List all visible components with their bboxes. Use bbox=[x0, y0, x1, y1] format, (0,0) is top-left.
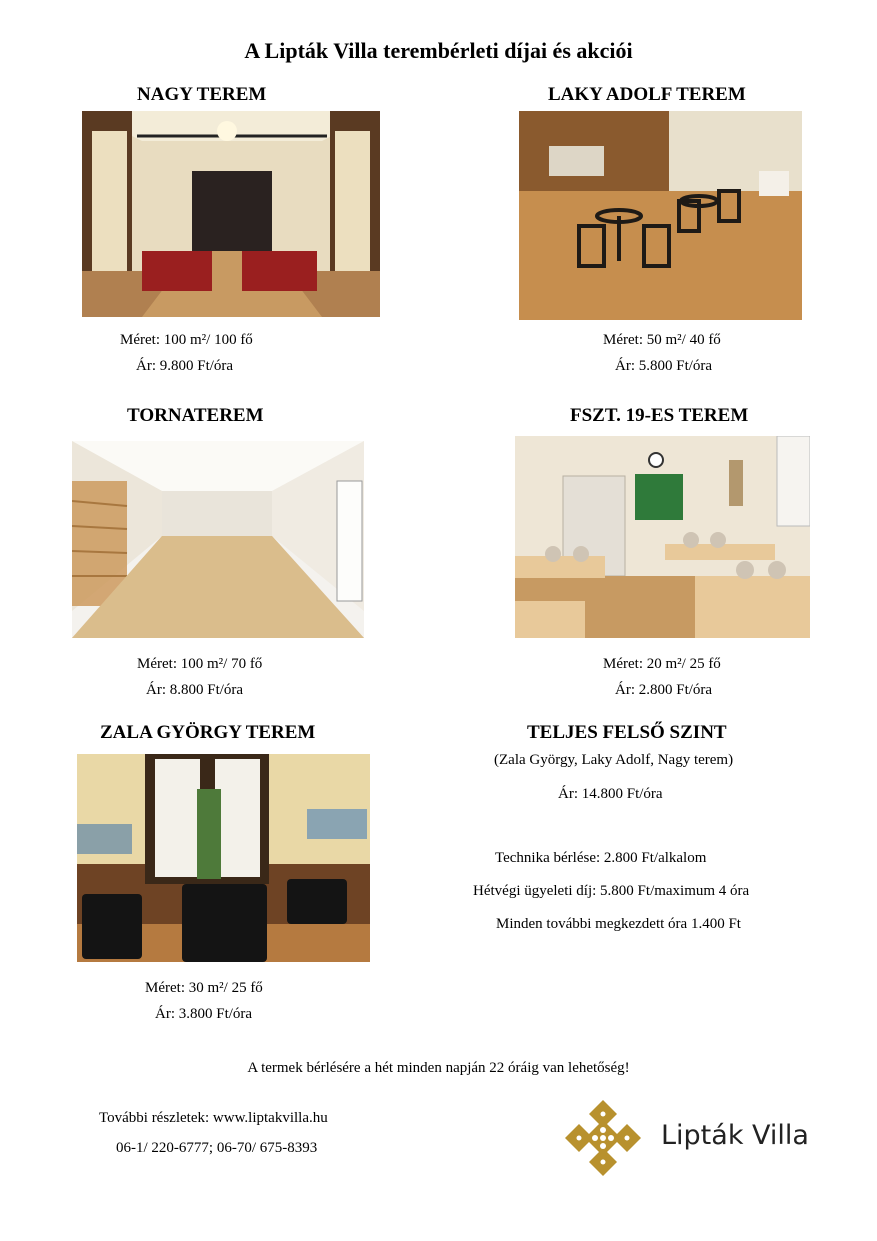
price-tornaterem: Ár: 8.800 Ft/óra bbox=[146, 682, 244, 698]
extra-technika: Technika bérlése: 2.800 Ft/alkalom bbox=[495, 850, 707, 866]
page-title: A Lipták Villa terembérleti díjai és akciói bbox=[244, 38, 633, 63]
room-title-zala-gyorgy-terem: ZALA GYÖRGY TEREM bbox=[100, 722, 316, 743]
room-title-teljes-felso-szint: TELJES FELSŐ SZINT bbox=[527, 722, 727, 743]
price-teljes-felso-szint: Ár: 14.800 Ft/óra bbox=[558, 786, 663, 802]
extra-hetvegi-ugyelet: Hétvégi ügyeleti díj: 5.800 Ft/maximum 4 óra bbox=[473, 883, 750, 899]
liptak-villa-logo-icon bbox=[563, 1100, 643, 1176]
size-zala-gyorgy-terem: Méret: 30 m²/ 25 fő bbox=[145, 980, 263, 996]
room-title-fszt-19-es-terem: FSZT. 19-ES TEREM bbox=[570, 405, 749, 426]
contact-details: További részletek: www.liptakvilla.hu bbox=[99, 1110, 328, 1126]
logo-text: Lipták Villa bbox=[661, 1120, 809, 1151]
price-zala-gyorgy-terem: Ár: 3.800 Ft/óra bbox=[155, 1006, 253, 1022]
price-fszt-19-es-terem: Ár: 2.800 Ft/óra bbox=[615, 682, 713, 698]
room-title-laky-adolf-terem: LAKY ADOLF TEREM bbox=[548, 84, 746, 105]
size-nagy-terem: Méret: 100 m²/ 100 fő bbox=[120, 332, 253, 348]
photo-tornaterem bbox=[72, 441, 364, 638]
room-title-tornaterem: TORNATEREM bbox=[127, 405, 264, 426]
photo-laky-adolf-terem bbox=[519, 111, 802, 320]
price-nagy-terem: Ár: 9.800 Ft/óra bbox=[136, 358, 234, 374]
photo-nagy-terem bbox=[82, 111, 380, 317]
room-title-nagy-terem: NAGY TEREM bbox=[137, 84, 267, 105]
size-tornaterem: Méret: 100 m²/ 70 fő bbox=[137, 656, 263, 672]
extra-tovabbi-ora: Minden további megkezdett óra 1.400 Ft bbox=[496, 916, 741, 932]
photo-zala-gyorgy-terem bbox=[77, 754, 370, 962]
upper-rooms-list: (Zala György, Laky Adolf, Nagy terem) bbox=[494, 752, 734, 768]
price-laky-adolf-terem: Ár: 5.800 Ft/óra bbox=[615, 358, 713, 374]
contact-phones: 06-1/ 220-6777; 06-70/ 675-8393 bbox=[116, 1140, 318, 1156]
photo-fszt-19-es-terem bbox=[515, 436, 810, 638]
availability-note: A termek bérlésére a hét minden napján 22 óráig van lehetőség! bbox=[247, 1060, 630, 1076]
size-fszt-19-es-terem: Méret: 20 m²/ 25 fő bbox=[603, 656, 721, 672]
size-laky-adolf-terem: Méret: 50 m²/ 40 fő bbox=[603, 332, 721, 348]
